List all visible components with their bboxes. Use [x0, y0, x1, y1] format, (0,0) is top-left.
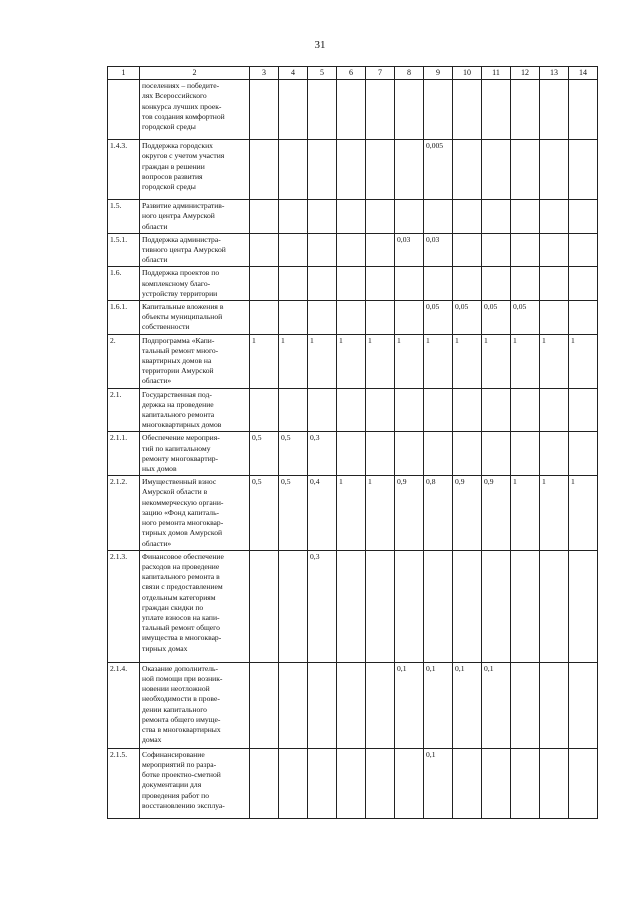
value-cell	[540, 233, 569, 267]
row-number-cell: 1.5.1.	[108, 233, 140, 267]
value-cell	[482, 432, 511, 476]
value-cell: 1	[366, 334, 395, 388]
value-cell: 0,5	[250, 432, 279, 476]
row-number-cell: 2.1.2.	[108, 476, 140, 550]
value-cell	[453, 140, 482, 200]
value-cell	[279, 550, 308, 662]
value-cell	[511, 200, 540, 234]
value-cell	[337, 748, 366, 818]
value-cell: 1	[482, 334, 511, 388]
value-cell	[424, 432, 453, 476]
table-row	[108, 301, 598, 335]
value-cell	[453, 267, 482, 301]
value-cell	[337, 200, 366, 234]
value-cell	[279, 388, 308, 432]
value-cell	[511, 432, 540, 476]
value-cell	[569, 140, 598, 200]
value-cell: 1	[569, 476, 598, 550]
table-row	[108, 432, 598, 476]
value-cell: 0,1	[453, 662, 482, 748]
column-header: 10	[453, 67, 482, 80]
value-cell	[250, 748, 279, 818]
value-cell	[308, 748, 337, 818]
row-name-text: Имущественный взнос Амурской области в некоммерческую органи- зацию «Фонд капиталь- ного ремонта многоквар- тирных домов Амурской области»	[142, 477, 224, 548]
row-name-cell	[140, 267, 250, 301]
value-cell	[250, 267, 279, 301]
row-name-cell	[140, 550, 250, 662]
value-cell: 1	[540, 334, 569, 388]
value-cell	[395, 140, 424, 200]
value-cell	[511, 388, 540, 432]
value-cell	[308, 200, 337, 234]
value-cell	[366, 140, 395, 200]
value-cell	[569, 662, 598, 748]
value-cell	[453, 200, 482, 234]
value-cell	[279, 267, 308, 301]
table-row	[108, 388, 598, 432]
value-cell	[366, 388, 395, 432]
row-name-text: Поддержка городских округов с учетом участия граждан в решении вопросов развития городской среды	[142, 141, 225, 192]
value-cell: 1	[337, 476, 366, 550]
value-cell	[279, 140, 308, 200]
value-cell	[540, 550, 569, 662]
value-cell: 0,05	[424, 301, 453, 335]
value-cell	[569, 80, 598, 140]
value-cell	[569, 301, 598, 335]
value-cell	[279, 200, 308, 234]
value-cell	[366, 80, 395, 140]
row-number-cell: 1.6.1.	[108, 301, 140, 335]
value-cell	[511, 748, 540, 818]
value-cell: 0,05	[453, 301, 482, 335]
table-row	[108, 140, 598, 200]
value-cell	[337, 550, 366, 662]
value-cell: 0,9	[395, 476, 424, 550]
row-name-text: Обеспечение мероприя- тий по капитальному ремонту многоквартир- ных домов	[142, 433, 220, 474]
row-name-cell	[140, 233, 250, 267]
value-cell	[308, 388, 337, 432]
row-number-cell: 2.1.3.	[108, 550, 140, 662]
column-header: 1	[108, 67, 140, 80]
row-name-cell	[140, 200, 250, 234]
value-cell: 1	[366, 476, 395, 550]
table-row	[108, 334, 598, 388]
value-cell	[250, 200, 279, 234]
table-row	[108, 550, 598, 662]
value-cell	[511, 662, 540, 748]
value-cell: 0,1	[395, 662, 424, 748]
value-cell	[279, 233, 308, 267]
value-cell	[569, 200, 598, 234]
value-cell	[366, 301, 395, 335]
value-cell	[453, 748, 482, 818]
value-cell	[540, 200, 569, 234]
value-cell: 1	[395, 334, 424, 388]
row-name-cell	[140, 140, 250, 200]
value-cell	[250, 233, 279, 267]
table-row	[108, 662, 598, 748]
row-name-text: Поддержка администра- тивного центра Амурской области	[142, 234, 226, 265]
value-cell	[540, 388, 569, 432]
value-cell: 1	[424, 334, 453, 388]
value-cell	[337, 301, 366, 335]
table-header-row	[108, 67, 598, 80]
value-cell	[250, 80, 279, 140]
row-name-cell	[140, 476, 250, 550]
value-cell	[395, 432, 424, 476]
value-cell	[453, 80, 482, 140]
value-cell	[395, 748, 424, 818]
column-header: 4	[279, 67, 308, 80]
value-cell	[453, 432, 482, 476]
value-cell	[250, 140, 279, 200]
value-cell	[366, 200, 395, 234]
value-cell	[424, 80, 453, 140]
row-name-cell	[140, 748, 250, 818]
row-name-text: Подпрограмма «Капи- тальный ремонт много- квартирных домов на территории Амурской области»	[142, 335, 219, 386]
value-cell	[366, 233, 395, 267]
column-header: 13	[540, 67, 569, 80]
value-cell	[453, 388, 482, 432]
row-number-cell: 1.6.	[108, 267, 140, 301]
row-name-cell	[140, 334, 250, 388]
value-cell	[540, 140, 569, 200]
value-cell	[308, 301, 337, 335]
value-cell	[366, 550, 395, 662]
column-header: 5	[308, 67, 337, 80]
value-cell	[395, 267, 424, 301]
value-cell	[279, 80, 308, 140]
value-cell: 0,005	[424, 140, 453, 200]
value-cell	[482, 388, 511, 432]
table-row	[108, 476, 598, 550]
row-name-cell	[140, 80, 250, 140]
value-cell	[250, 388, 279, 432]
row-number-cell: 2.1.4.	[108, 662, 140, 748]
row-name-text: Государственная под- держка на проведение капитального ремонта многоквартирных домов	[142, 389, 222, 430]
column-header: 7	[366, 67, 395, 80]
value-cell: 1	[279, 334, 308, 388]
table-row	[108, 267, 598, 301]
table-row	[108, 748, 598, 818]
row-name-text: Финансовое обеспечение расходов на проведение капитального ремонта в связи с предоставлением отдельным категориям граждан скидки по уплате взносов на капи- тальный ремонт общего имущества в многоквар- тирных домах	[142, 551, 224, 653]
value-cell: 1	[250, 334, 279, 388]
value-cell	[540, 80, 569, 140]
value-cell: 0,03	[395, 233, 424, 267]
value-cell: 0,9	[482, 476, 511, 550]
value-cell: 1	[337, 334, 366, 388]
value-cell	[424, 267, 453, 301]
value-cell	[308, 80, 337, 140]
value-cell	[337, 140, 366, 200]
value-cell	[337, 267, 366, 301]
column-header: 14	[569, 67, 598, 80]
table-row	[108, 200, 598, 234]
value-cell	[511, 140, 540, 200]
value-cell	[482, 267, 511, 301]
value-cell: 0,4	[308, 476, 337, 550]
value-cell	[569, 550, 598, 662]
value-cell: 0,1	[424, 748, 453, 818]
value-cell: 0,5	[279, 432, 308, 476]
value-cell	[366, 748, 395, 818]
value-cell: 1	[453, 334, 482, 388]
row-name-text: Капитальные вложения в объекты муниципальной собственности	[142, 302, 224, 332]
value-cell	[366, 432, 395, 476]
value-cell	[540, 267, 569, 301]
row-name-text: Поддержка проектов по комплексному благо- устройству территории	[142, 268, 220, 298]
value-cell: 0,8	[424, 476, 453, 550]
value-cell	[569, 432, 598, 476]
value-cell: 0,05	[482, 301, 511, 335]
value-cell	[540, 748, 569, 818]
value-cell: 1	[308, 334, 337, 388]
value-cell	[337, 233, 366, 267]
value-cell	[308, 267, 337, 301]
value-cell	[511, 267, 540, 301]
value-cell	[250, 550, 279, 662]
value-cell	[424, 550, 453, 662]
value-cell	[540, 432, 569, 476]
value-cell	[395, 80, 424, 140]
value-cell	[250, 301, 279, 335]
value-cell: 0,3	[308, 550, 337, 662]
value-cell	[337, 80, 366, 140]
value-cell	[482, 233, 511, 267]
value-cell: 0,5	[250, 476, 279, 550]
value-cell	[482, 140, 511, 200]
value-cell	[395, 388, 424, 432]
value-cell: 0,9	[453, 476, 482, 550]
value-cell	[482, 550, 511, 662]
page-number: 31	[314, 39, 326, 51]
value-cell	[511, 233, 540, 267]
value-cell	[395, 550, 424, 662]
row-name-cell	[140, 432, 250, 476]
value-cell	[337, 388, 366, 432]
indicators-table	[107, 66, 598, 819]
value-cell: 0,1	[482, 662, 511, 748]
value-cell: 1	[569, 334, 598, 388]
value-cell: 0,05	[511, 301, 540, 335]
row-name-text: Развитие административ- ного центра Амурской области	[142, 201, 225, 231]
row-name-text: поселениях – победите- лях Всероссийского конкурса лучших проек- тов создания комфортной городской среды	[142, 81, 225, 132]
value-cell	[482, 80, 511, 140]
value-cell	[511, 80, 540, 140]
value-cell: 1	[511, 334, 540, 388]
table-row	[108, 80, 598, 140]
value-cell	[424, 200, 453, 234]
column-header: 12	[511, 67, 540, 80]
row-number-cell: 2.	[108, 334, 140, 388]
value-cell	[279, 662, 308, 748]
value-cell: 1	[540, 476, 569, 550]
column-header: 8	[395, 67, 424, 80]
value-cell	[569, 748, 598, 818]
value-cell	[308, 662, 337, 748]
value-cell	[540, 662, 569, 748]
row-name-text: Оказание дополнитель- ной помощи при возник- новении неотложной необходимости в прове- дении капитального ремонта общего имуще- ства в многоквартирных домах	[142, 663, 223, 745]
value-cell	[395, 301, 424, 335]
value-cell	[569, 233, 598, 267]
value-cell	[279, 301, 308, 335]
row-number-cell: 2.1.5.	[108, 748, 140, 818]
value-cell: 0,1	[424, 662, 453, 748]
value-cell: 0,03	[424, 233, 453, 267]
column-header: 2	[140, 67, 250, 80]
value-cell	[482, 748, 511, 818]
value-cell	[453, 233, 482, 267]
row-number-cell	[108, 80, 140, 140]
value-cell	[337, 432, 366, 476]
value-cell: 0,5	[279, 476, 308, 550]
value-cell	[250, 662, 279, 748]
value-cell	[366, 267, 395, 301]
row-name-cell	[140, 388, 250, 432]
value-cell: 1	[511, 476, 540, 550]
value-cell	[279, 748, 308, 818]
value-cell	[511, 550, 540, 662]
column-header: 9	[424, 67, 453, 80]
row-number-cell: 2.1.1.	[108, 432, 140, 476]
column-header: 6	[337, 67, 366, 80]
column-header: 11	[482, 67, 511, 80]
value-cell	[337, 662, 366, 748]
value-cell	[395, 200, 424, 234]
value-cell	[424, 388, 453, 432]
value-cell	[308, 140, 337, 200]
value-cell	[569, 388, 598, 432]
row-number-cell: 1.5.	[108, 200, 140, 234]
value-cell	[453, 550, 482, 662]
value-cell	[569, 267, 598, 301]
row-name-text: Софинансирование мероприятий по разра- ботке проектно-сметной документации для проведения работ по восстановлению эксплуа-	[142, 749, 225, 810]
value-cell: 0,3	[308, 432, 337, 476]
value-cell	[366, 662, 395, 748]
value-cell	[482, 200, 511, 234]
column-header: 3	[250, 67, 279, 80]
table-row	[108, 233, 598, 267]
row-name-cell	[140, 662, 250, 748]
row-name-cell	[140, 301, 250, 335]
row-number-cell: 2.1.	[108, 388, 140, 432]
row-number-cell: 1.4.3.	[108, 140, 140, 200]
value-cell	[308, 233, 337, 267]
value-cell	[540, 301, 569, 335]
